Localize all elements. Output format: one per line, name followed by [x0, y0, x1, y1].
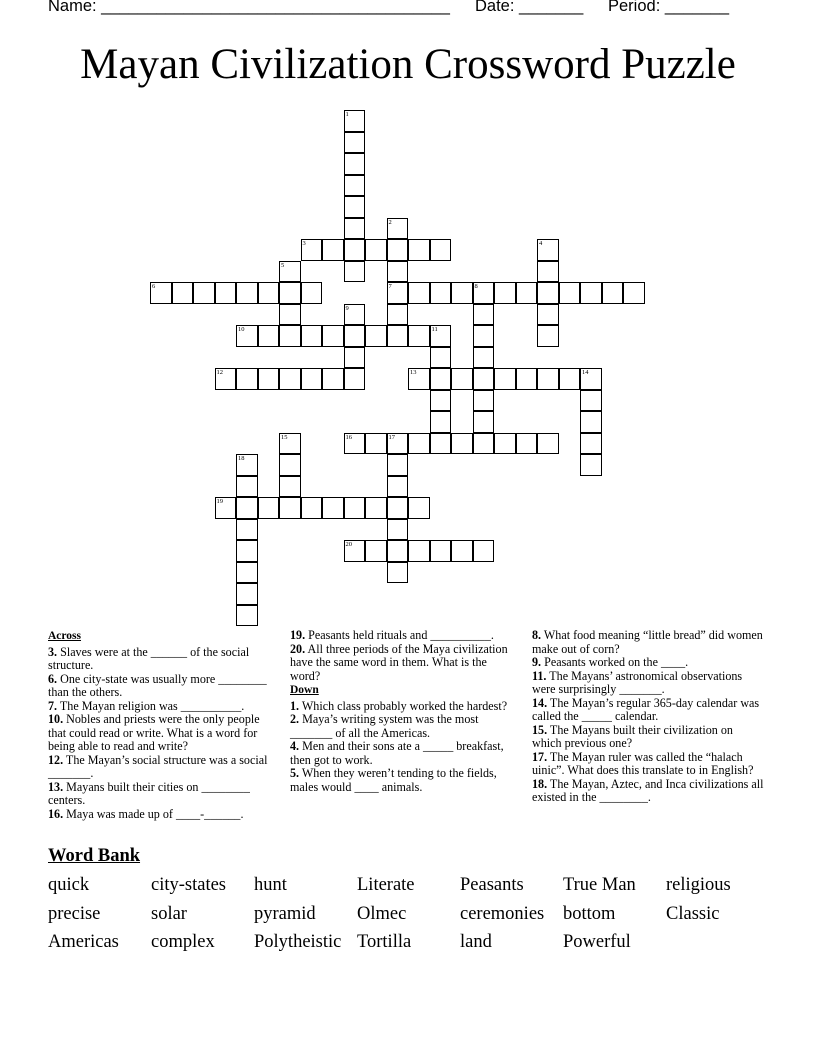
crossword-cell[interactable]: [473, 390, 495, 412]
crossword-cell[interactable]: [344, 196, 366, 218]
crossword-cell[interactable]: [279, 476, 301, 498]
crossword-cell[interactable]: [279, 454, 301, 476]
word-bank-word: Literate: [357, 875, 415, 895]
clue-number-label: 18.: [532, 776, 548, 791]
crossword-cell[interactable]: [451, 433, 473, 455]
word-bank-word: Classic: [666, 904, 720, 924]
clue-text: The Mayan ruler was called the “halach uinic”. What does this translate to in English?: [532, 749, 754, 777]
clue-item: [290, 643, 516, 684]
crossword-cell[interactable]: [215, 282, 237, 304]
clue-number: 18: [238, 455, 245, 462]
clue-number: 15: [281, 433, 288, 441]
clue-item: [532, 629, 764, 656]
crossword-cell[interactable]: [516, 433, 538, 455]
crossword-cell[interactable]: [473, 347, 495, 369]
clue-number-label: 1.: [290, 698, 300, 713]
word-bank-word: Polytheistic: [254, 932, 342, 952]
crossword-cell[interactable]: [408, 239, 430, 261]
crossword-cell[interactable]: [430, 540, 452, 562]
clue-item: [290, 629, 516, 643]
clue-number: 6: [152, 283, 156, 290]
crossword-cell[interactable]: [387, 261, 409, 283]
clue-number: 11: [431, 326, 438, 333]
clue-number: 9: [345, 304, 349, 312]
clue-number-label: 9.: [532, 655, 542, 669]
crossword-cell[interactable]: [430, 347, 452, 369]
crossword-cell[interactable]: [236, 562, 258, 584]
crossword-cell[interactable]: [344, 347, 366, 369]
clue-text: Nobles and priests were the only people that could read or write. What is a word for being able to read and write?: [48, 712, 260, 753]
crossword-cell[interactable]: [387, 519, 409, 541]
crossword-cell[interactable]: [537, 304, 559, 326]
clue-number-label: 12.: [48, 752, 64, 767]
clue-number: 20: [345, 541, 352, 548]
crossword-cell[interactable]: [516, 282, 538, 304]
crossword-cell[interactable]: [236, 540, 258, 562]
crossword-cell[interactable]: [430, 282, 452, 304]
clue-text: The Mayan, Aztec, and Inca civilizations all existed in the ________.: [532, 776, 764, 804]
clue-item: [48, 808, 274, 822]
clue-item: [48, 673, 274, 700]
clue-text: Which class probably worked the hardest?: [299, 698, 508, 713]
crossword-cell[interactable]: [344, 175, 366, 197]
crossword-cell[interactable]: [365, 497, 387, 519]
crossword-cell[interactable]: [279, 304, 301, 326]
crossword-cell[interactable]: [473, 433, 495, 455]
crossword-cell[interactable]: [473, 540, 495, 562]
crossword-cell[interactable]: [473, 304, 495, 326]
clue-item: [48, 713, 274, 754]
crossword-cell[interactable]: [559, 282, 581, 304]
crossword-cell[interactable]: [236, 605, 258, 627]
crossword-cell[interactable]: [344, 497, 366, 519]
period-field[interactable]: Period: _______: [608, 0, 730, 15]
word-bank-word: city-states: [151, 875, 227, 895]
clue-number: 19: [216, 498, 223, 505]
crossword-cell[interactable]: [236, 519, 258, 541]
clue-number-label: 11.: [532, 668, 547, 683]
crossword-cell[interactable]: [516, 368, 538, 390]
crossword-cell[interactable]: [408, 325, 430, 347]
word-bank-word: pyramid: [254, 904, 316, 924]
crossword-cell[interactable]: [236, 282, 258, 304]
crossword-cell[interactable]: [322, 497, 344, 519]
clue-text: Mayans built their cities on ________ centers.: [48, 779, 250, 807]
clue-text: Slaves were at the ______ of the social structure.: [48, 644, 250, 672]
word-bank-word: True Man: [563, 875, 636, 895]
clue-item: [290, 700, 516, 714]
crossword-cell[interactable]: [365, 433, 387, 455]
clues-column-2: [290, 629, 516, 794]
clue-number-label: 13.: [48, 779, 64, 794]
clue-text: When they weren’t tending to the fields, males would ____ animals.: [290, 766, 497, 794]
clue-number-label: 14.: [532, 695, 548, 710]
clue-number: 5: [281, 261, 285, 269]
clue-text: One city-state was usually more ________ than the others.: [48, 671, 267, 699]
clue-item: [532, 656, 764, 670]
word-bank-word: Olmec: [357, 904, 407, 924]
crossword-cell[interactable]: [451, 540, 473, 562]
clue-text: What food meaning “little bread” did women make out of corn?: [532, 628, 763, 656]
clue-number: 10: [238, 326, 245, 333]
across-heading: Across: [48, 630, 82, 642]
crossword-cell[interactable]: [387, 497, 409, 519]
clue-item: [532, 724, 764, 751]
crossword-cell[interactable]: [279, 368, 301, 390]
crossword-cell[interactable]: [387, 454, 409, 476]
word-bank-word: quick: [48, 875, 90, 895]
crossword-cell[interactable]: [559, 368, 581, 390]
crossword-cell[interactable]: [236, 476, 258, 498]
clue-text: All three periods of the Maya civilization have the same word in them. What is the word?: [290, 641, 508, 683]
clue-text: The Mayans built their civilization on which previous one?: [532, 722, 733, 750]
crossword-cell[interactable]: [537, 368, 559, 390]
crossword-cell[interactable]: [387, 304, 409, 326]
clue-number-label: 2.: [290, 712, 300, 726]
clue-item: [532, 670, 764, 697]
clue-number: 4: [539, 240, 543, 247]
clue-item: [290, 713, 516, 740]
crossword-cell[interactable]: [430, 390, 452, 412]
name-field[interactable]: Name: ______________________________________: [48, 0, 450, 15]
crossword-cell[interactable]: [193, 282, 215, 304]
word-bank-word: Peasants: [460, 875, 524, 895]
crossword-cell[interactable]: [494, 433, 516, 455]
crossword-cell[interactable]: [344, 153, 366, 175]
crossword-cell[interactable]: [172, 282, 194, 304]
crossword-cell[interactable]: [301, 282, 323, 304]
crossword-cell[interactable]: [365, 540, 387, 562]
clue-number-label: 3.: [48, 644, 58, 659]
clue-text: Maya was made up of ____-______.: [63, 806, 244, 821]
crossword-cell[interactable]: [537, 261, 559, 283]
word-bank-word: precise: [48, 904, 101, 924]
crossword-cell[interactable]: [494, 368, 516, 390]
crossword-cell[interactable]: [344, 325, 366, 347]
crossword-cell[interactable]: [387, 239, 409, 261]
crossword-cell[interactable]: [344, 239, 366, 261]
crossword-cell[interactable]: [236, 497, 258, 519]
crossword-cell[interactable]: [279, 497, 301, 519]
clue-item: [48, 646, 274, 673]
word-bank-word: land: [460, 932, 492, 952]
crossword-cell[interactable]: [537, 325, 559, 347]
clue-number: 1: [345, 111, 349, 118]
clue-number: 12: [216, 369, 223, 376]
clue-number-label: 15.: [532, 722, 548, 737]
crossword-cell[interactable]: [430, 239, 452, 261]
clue-item: [290, 740, 516, 767]
crossword-cell[interactable]: [344, 261, 366, 283]
crossword-cell[interactable]: [580, 454, 602, 476]
crossword-cell[interactable]: [322, 368, 344, 390]
clue-number: 13: [410, 369, 417, 376]
crossword-cell[interactable]: [580, 411, 602, 433]
word-bank-word: Americas: [48, 932, 119, 952]
clue-text: Peasants held rituals and __________.: [305, 628, 494, 642]
crossword-cell[interactable]: [408, 540, 430, 562]
crossword-cell[interactable]: [473, 368, 495, 390]
crossword-cell[interactable]: [537, 282, 559, 304]
crossword-cell[interactable]: [451, 368, 473, 390]
crossword-cell[interactable]: [301, 368, 323, 390]
crossword-cell[interactable]: [258, 325, 280, 347]
clue-text: The Mayan’s social structure was a social _______.: [48, 752, 268, 780]
clue-item: [290, 767, 516, 794]
crossword-cell[interactable]: [322, 325, 344, 347]
clue-number-label: 7.: [48, 698, 58, 713]
crossword-cell[interactable]: [451, 282, 473, 304]
clue-number: 17: [388, 433, 395, 441]
clue-number-label: 19.: [290, 628, 306, 642]
crossword-cell[interactable]: [408, 282, 430, 304]
clue-text: The Mayans’ astronomical observations were surprisingly _______.: [532, 668, 743, 696]
clue-text: The Mayan religion was __________.: [57, 698, 245, 713]
crossword-cell[interactable]: [430, 411, 452, 433]
clue-number-label: 17.: [532, 749, 548, 764]
crossword-cell[interactable]: [580, 282, 602, 304]
crossword-cell[interactable]: [602, 282, 624, 304]
crossword-cell[interactable]: [344, 368, 366, 390]
word-bank-title: Word Bank: [48, 846, 141, 866]
crossword-cell[interactable]: [258, 282, 280, 304]
crossword-cell[interactable]: [258, 497, 280, 519]
word-bank-word: complex: [151, 932, 215, 952]
clue-number: 2: [388, 218, 392, 226]
word-bank-word: solar: [151, 904, 187, 924]
clue-item: [48, 781, 274, 808]
crossword-cell[interactable]: [258, 368, 280, 390]
crossword-cell[interactable]: [322, 239, 344, 261]
clue-item: [532, 778, 764, 805]
clue-number-label: 16.: [48, 806, 64, 821]
clue-number: 14: [582, 369, 589, 376]
clue-item: [532, 751, 764, 778]
clues-column-3: [532, 629, 764, 805]
crossword-cell[interactable]: [408, 433, 430, 455]
crossword-cell[interactable]: [473, 411, 495, 433]
clue-number: 16: [345, 433, 352, 441]
crossword-cell[interactable]: [279, 325, 301, 347]
word-bank-word: Powerful: [563, 932, 631, 952]
crossword-cell[interactable]: [236, 368, 258, 390]
crossword-cell[interactable]: [387, 325, 409, 347]
word-bank-word: ceremonies: [460, 904, 545, 924]
crossword-cell[interactable]: [473, 325, 495, 347]
clue-number: 3: [302, 240, 306, 247]
clue-number-label: 6.: [48, 671, 58, 686]
crossword-cell[interactable]: [408, 497, 430, 519]
crossword-cell[interactable]: [344, 218, 366, 240]
crossword-cell[interactable]: [387, 562, 409, 584]
crossword-cell[interactable]: [236, 583, 258, 605]
clue-number-label: 5.: [290, 766, 300, 780]
clues-column-1: [48, 629, 274, 821]
page-title: Mayan Civilization Crossword Puzzle: [80, 41, 736, 88]
date-field[interactable]: Date: _______: [475, 0, 584, 15]
crossword-cell[interactable]: [430, 433, 452, 455]
crossword-cell[interactable]: [580, 390, 602, 412]
word-bank-word: bottom: [563, 904, 616, 924]
crossword-cell[interactable]: [344, 132, 366, 154]
crossword-cell[interactable]: [301, 325, 323, 347]
clue-text: Men and their sons ate a _____ breakfast, then got to work.: [290, 739, 504, 767]
clue-number: 8: [474, 283, 478, 290]
clue-number: 7: [388, 283, 392, 290]
crossword-cell[interactable]: [387, 476, 409, 498]
clue-item: [532, 697, 764, 724]
crossword-cell[interactable]: [537, 433, 559, 455]
crossword-cell[interactable]: [623, 282, 645, 304]
crossword-cell[interactable]: [387, 540, 409, 562]
word-bank-word: hunt: [254, 875, 287, 895]
crossword-cell[interactable]: [430, 368, 452, 390]
clue-number-label: 10.: [48, 712, 64, 726]
clue-number-label: 20.: [290, 641, 306, 656]
crossword-cell[interactable]: [580, 433, 602, 455]
crossword-cell[interactable]: [365, 325, 387, 347]
word-bank-word: Tortilla: [357, 932, 412, 952]
crossword-cell[interactable]: [301, 497, 323, 519]
clue-item: [48, 700, 274, 714]
clue-text: Peasants worked on the ____.: [541, 655, 689, 669]
crossword-cell[interactable]: [365, 239, 387, 261]
down-heading: Down: [290, 684, 319, 696]
clue-number-label: 4.: [290, 739, 300, 753]
clue-text: Maya’s writing system was the most _______ of all the Americas.: [290, 712, 479, 740]
crossword-cell[interactable]: [279, 282, 301, 304]
crossword-cell[interactable]: [494, 282, 516, 304]
clue-number-label: 8.: [532, 628, 542, 642]
clue-item: [48, 754, 274, 781]
word-bank-word: religious: [666, 875, 731, 895]
clue-text: The Mayan’s regular 365-day calendar was called the _____ calendar.: [532, 695, 760, 723]
